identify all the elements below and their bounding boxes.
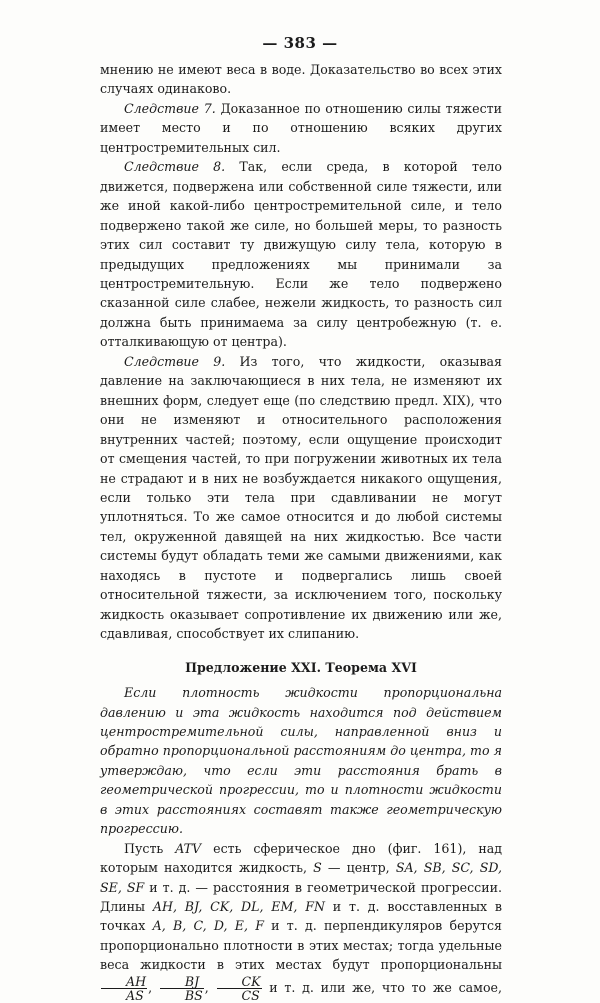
- proof-text-1: Пусть: [124, 840, 176, 856]
- proof-text-7: и т. д. или же, что то же самое,: [262, 979, 502, 995]
- page-number: — 383 —: [262, 34, 338, 52]
- fraction-bj-bs: [160, 975, 204, 1002]
- proof-radii: SA, SB, SC, SD, SE, SF: [100, 860, 502, 895]
- fraction-denominator: BS: [184, 987, 203, 1003]
- proof-text-6: и т. д. перпендикуляров берутся пропорционально плотности в этих местах; тогда удельные веса жидкости в этих местах будут пропорциональны: [100, 918, 502, 973]
- proposition-heading: Предложение XXI. Теорема XVI: [185, 659, 417, 675]
- corollary-7-text: Доказанное по отношению силы тяжести имеет место и по отношению всяких других центростремительных сил.: [100, 100, 502, 155]
- fraction-numerator: BJ: [160, 975, 204, 989]
- fraction-ck-cs: [217, 975, 262, 1002]
- proof-text-3: — центр,: [321, 860, 396, 876]
- corollary-8-label: Следствие 8.: [124, 159, 226, 175]
- proof-text-5: и т. д. восставленных в точках: [100, 899, 502, 934]
- theorem-statement: Если плотность жидкости пропорциональна давлению и эта жидкость находится под действием центростремительной силы, направленной вниз и обратно пропорциональной расстояниям до центра, то я утверждаю, что если эти расстояния брать в геометрической прогрессии, то и плотности жидкости в этих расстояниях составят также геометрическую прогрессию.: [100, 685, 502, 837]
- corollary-8: [100, 157, 502, 352]
- corollary-9-label: Следствие 9.: [124, 353, 226, 369]
- proof-text-4: и т. д. — расстояния в геометрической прогрессии. Длины: [100, 879, 502, 915]
- proof-s: S: [313, 860, 322, 876]
- corollary-7: [100, 99, 502, 157]
- proof-points: A, B, C, D, E, F: [152, 918, 264, 934]
- fraction-comma: ,: [204, 979, 209, 995]
- fraction-denominator: AS: [126, 987, 144, 1003]
- corollary-7-label: Следствие 7.: [124, 100, 216, 116]
- paragraph-continued: мнению не имеют веса в воде. Доказательство во всех этих случаях одинаково.: [100, 62, 502, 97]
- corollary-8-text: Так, если среда, в которой тело движется, подвержена или собственной силе тяжести, или же иной какой-либо центростремительной силе, и тело подвержено такой же силе, но большей меры, то разность этих сил составит ту движущую силу тела, которую в предыдущих предложениях мы принимали за центростремительную. Если же тело подвержено сказанной силе слабее, нежели жидкость, то разность сил должна быть принимаема за силу центробежную (т. е. отталкивающую от центра).: [100, 159, 502, 350]
- corollary-9: [100, 352, 502, 644]
- corollary-9-text: Из того, что жидкости, оказывая давление на заключающиеся в них тела, не изменяют их внешних форм, следует еще (по следствию предл. XIX), что они не изменяют и относительного расположения внутренних частей; поэтому, если ощущение происходит от смещения частей, то при погружении животных их тела не страдают и в них не возбуждается никакого ощущения, если только эти тела при сдавливании не могут уплотняться. То же самое относится и до любой системы тел, окруженной давящей на них жидкостью. Все части системы будут обладать теми же самыми движениями, как находясь в пустоте и подвергались лишь своей относительной тяжести, за исключением того, поскольку жидкость оказывает сопротивление их движению или же, сдавливая, способствует их слипанию.: [100, 353, 502, 642]
- proof-lengths: AH, BJ, CK, DL, EM, FN: [152, 899, 325, 915]
- proof-text-2: есть сферическое дно (фиг. 161), над которым находится жидкость,: [100, 840, 502, 876]
- fraction-comma: ,: [148, 979, 153, 995]
- fraction-denominator: CS: [241, 987, 260, 1003]
- page-body: [100, 60, 502, 1002]
- proof-paragraph: [100, 839, 502, 1002]
- fraction-ah-as: [101, 975, 147, 1002]
- fraction-numerator: CK: [217, 975, 262, 989]
- fraction-numerator: AH: [101, 975, 147, 989]
- proof-atv: ATV: [175, 840, 202, 856]
